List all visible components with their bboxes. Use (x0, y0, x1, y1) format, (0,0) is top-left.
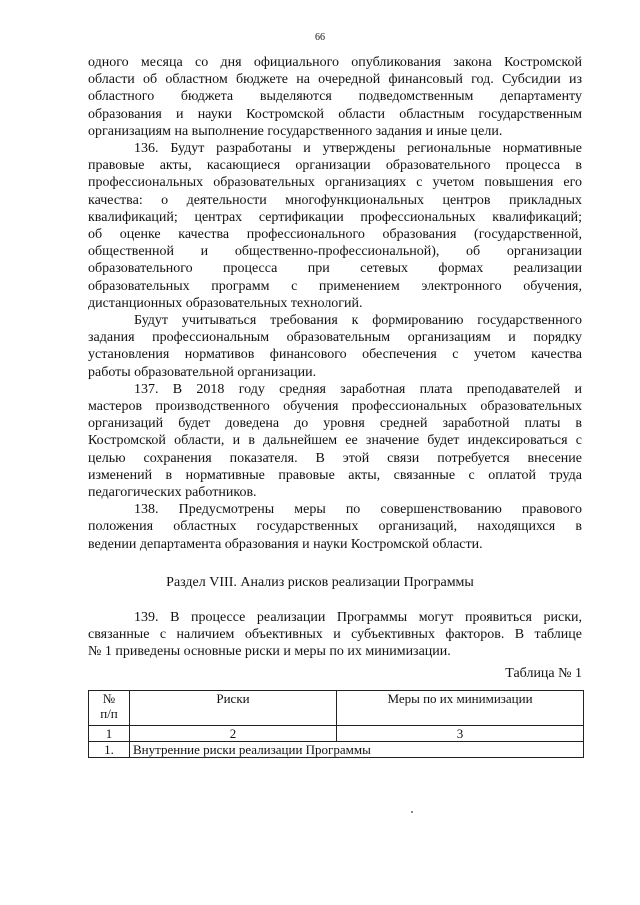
table-numbers-row (89, 726, 584, 742)
text-line: общественной и общественно-профессиональной), об организации (88, 244, 582, 260)
text-line: об оценке качества профессионального образования (государственной, (88, 227, 582, 243)
text-line: № 1 приведены основные риски и меры по их минимизации. (88, 644, 451, 660)
text-line: качества: о деятельности многофункциональных центров прикладных (88, 192, 582, 208)
header-num-line2: п/п (100, 706, 118, 721)
text-line: работы образовательной организации. (88, 364, 317, 380)
text-line: педагогических работников. (88, 485, 257, 501)
text-line: установления нормативов финансового обеспечения с учетом качества (88, 347, 582, 363)
text-line: квалификаций; центрах сертификации профессиональных квалификаций; (88, 209, 582, 225)
row-text-cell: Внутренние риски реализации Программы (130, 742, 584, 758)
header-num-cell (89, 691, 130, 726)
scan-speck (411, 811, 413, 813)
text-line: целью сохранения показателя. В этой связи потребуется внесение (88, 450, 582, 466)
text-line: ведении департамента образования и науки Костромской области. (88, 536, 483, 552)
header-risks-cell: Риски (130, 691, 337, 726)
text-line: профессиональных образовательных организациях с учетом повышения его (88, 175, 582, 191)
text-line: дистанционных образовательных технологий. (88, 295, 363, 311)
page-number: 66 (315, 32, 325, 43)
text-line: области об областном бюджете на очередной финансовый год. Субсидии из (88, 72, 582, 88)
body-text (88, 54, 582, 553)
text-line: положения областных государственных организаций, находящихся в (88, 519, 582, 535)
text-line: 137. В 2018 году средняя заработная плата преподавателей и (134, 381, 582, 397)
text-line: задания профессиональным образовательным организациям и порядку (88, 330, 582, 346)
text-line: организациям на выполнение государственного задания и иные цели. (88, 123, 503, 139)
text-line: 139. В процессе реализации Программы могут проявиться риски, (134, 610, 582, 625)
col-number-1: 1 (89, 726, 130, 742)
text-line: образовательных программ с применением электронного обучения, (88, 278, 582, 294)
text-line: организаций будет доведена до уровня средней заработной платы в (88, 416, 582, 432)
text-line: одного месяца со дня официального опубликования закона Костромской (88, 55, 582, 70)
table-label: Таблица № 1 (505, 666, 582, 681)
section-heading: Раздел VIII. Анализ рисков реализации Программы (166, 575, 474, 590)
text-line: Будут учитываться требования к формированию государственного (134, 313, 582, 329)
text-line: правовые акты, касающиеся организации образовательного процесса в (88, 158, 582, 174)
table-row (89, 742, 584, 758)
text-line: связанные с наличием объективных и субъективных факторов. В таблице (88, 627, 582, 643)
col-number-2: 2 (130, 726, 337, 742)
table-header-row (89, 691, 584, 726)
text-line: образовательного процесса при сетевых формах реализации (88, 261, 582, 277)
text-line: Костромской области, и в дальнейшем ее значение будет индексироваться с (88, 433, 582, 449)
text-line: 138. Предусмотрены меры по совершенствованию правового (134, 502, 582, 518)
paragraph-139 (88, 609, 582, 661)
text-line: мастеров производственного обучения профессиональных образовательных (88, 399, 582, 415)
text-line: изменений в нормативные правовые акты, связанные с оплатой труда (88, 467, 582, 483)
col-number-3: 3 (337, 726, 584, 742)
row-num-cell: 1. (89, 742, 130, 758)
text-line: 136. Будут разработаны и утверждены региональные нормативные (134, 141, 582, 157)
risks-table (88, 690, 584, 758)
header-measures-cell: Меры по их минимизации (337, 691, 584, 726)
text-line: областного бюджета выделяются подведомственным департаменту (88, 89, 582, 105)
header-num-line1: № (102, 691, 116, 706)
text-line: образования и науки Костромской области областным государственным (88, 106, 582, 122)
